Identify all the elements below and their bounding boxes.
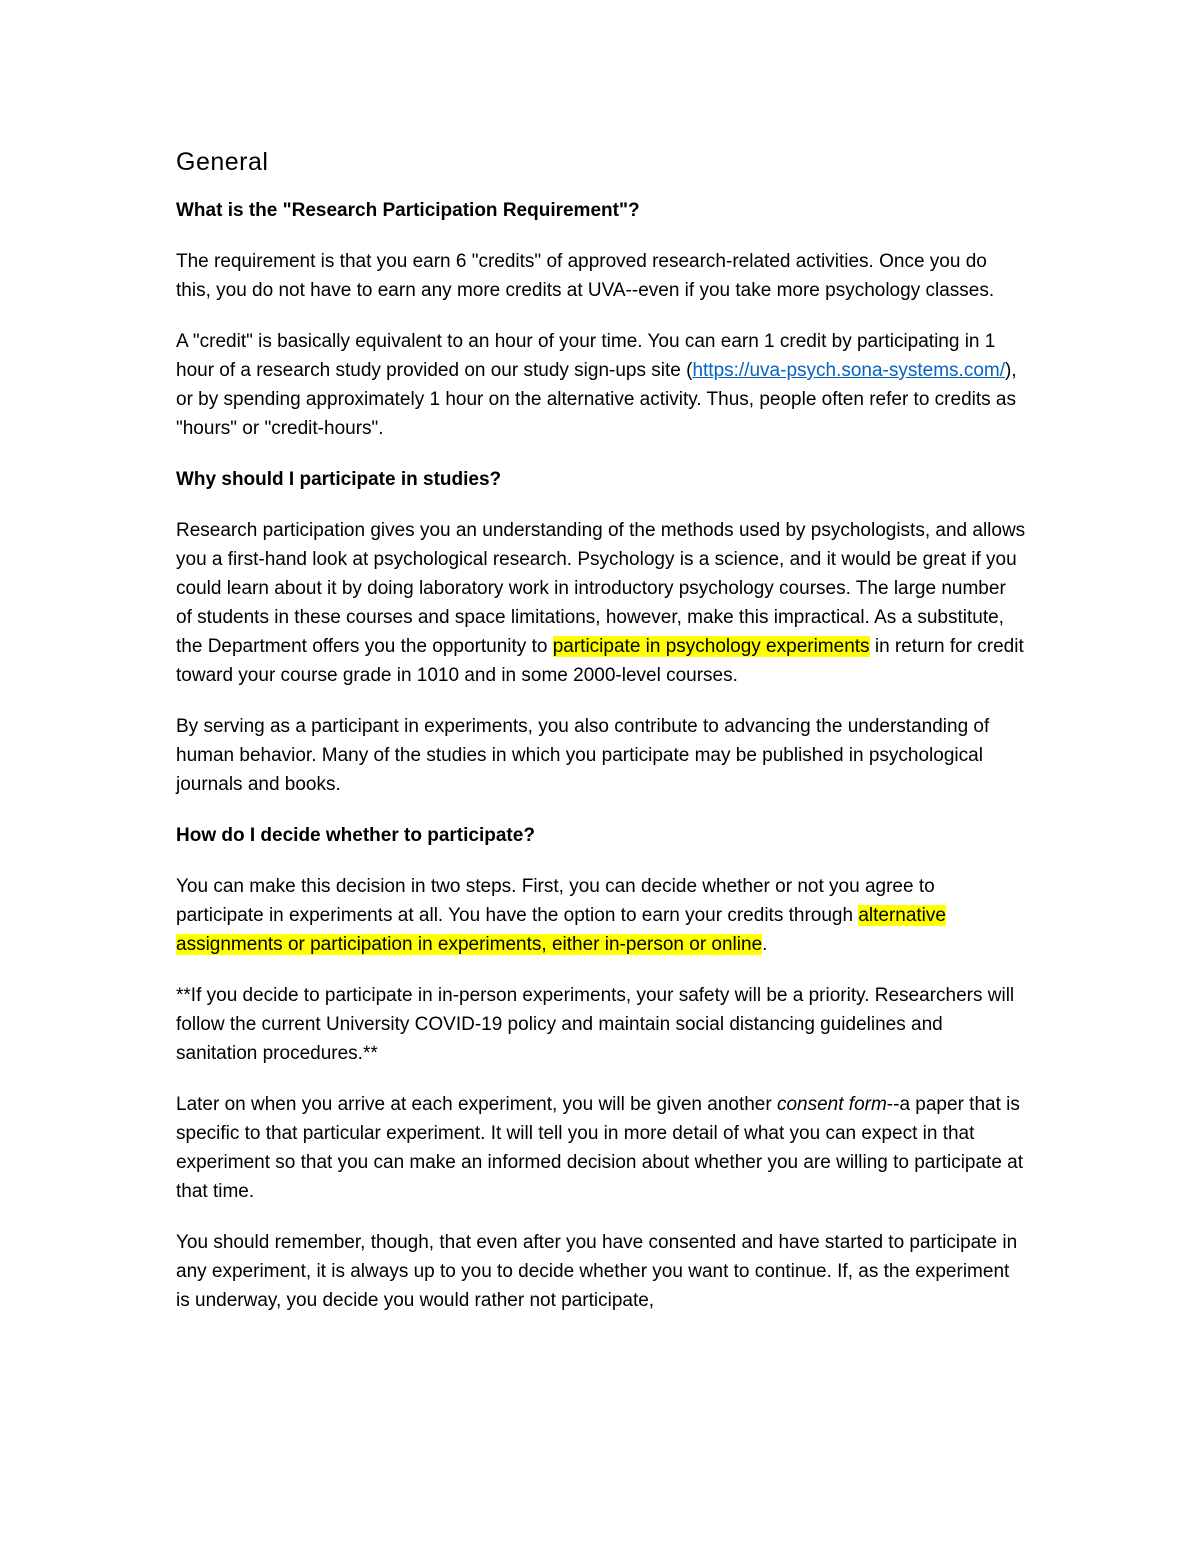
credit-text-end: ), or by spending approximately 1 hour on the alternative activity. Thus, people often refer to credits as "hours" or "credit-hours". (176, 360, 1017, 439)
highlight-alternative-assignments: alternative assignments or participation in experiments, either in-person or online (176, 905, 946, 955)
highlight-participate-experiments: participate in psychology experiments (552, 636, 870, 657)
why-text-start: Research participation gives you an understanding of the methods used by psychologists, and allows you a first-hand look at psychological research. Psychology is a science, and it would be great if you could learn about it by doing laboratory work in introductory psychology courses. The large number of students in these courses and space limitations, however, make this impractical. As a substitute, the Department offers you the opportunity to (176, 520, 1026, 657)
question-research-requirement: What is the "Research Participation Requirement"? (176, 200, 640, 221)
paragraph-withdrawal: You should remember, though, that even after you have consented and have started to participate in any experiment, it is always up to you to decide whether you want to continue. If, as the experiment is underway, you decide you would rather not participate, (176, 1232, 1018, 1311)
paragraph-contribution: By serving as a participant in experiments, you also contribute to advancing the understanding of human behavior. Many of the studies in which you participate may be published in psychological journals and books. (176, 716, 990, 795)
question-why-participate: Why should I participate in studies? (176, 469, 502, 490)
credit-text-start: A "credit" is basically equivalent to an hour of your time. You can earn 1 credit by participating in 1 hour of a research study provided on our study sign-ups site ( (176, 331, 996, 381)
paragraph-requirement: The requirement is that you earn 6 "credits" of approved research-related activities. Once you do this, you do not have to earn any more credits at UVA--even if you take more psychology classes. (176, 251, 995, 301)
document-body (176, 144, 1026, 1337)
decision-text-end: . (762, 934, 768, 955)
section-heading: General (176, 148, 269, 176)
consent-text-end: --a paper that is specific to that particular experiment. It will tell you in more detail of what you can expect in that experiment so that you can make an informed decision about whether you are willing to participate at that time. (176, 1094, 1024, 1202)
why-text-end: in return for credit toward your course grade in 1010 and in some 2000-level courses. (176, 636, 1024, 686)
paragraph-why-participate (176, 516, 1026, 690)
paragraph-credit-definition (176, 327, 1026, 443)
consent-form-term: consent form (776, 1094, 887, 1115)
paragraph-safety-notice: **If you decide to participate in in-person experiments, your safety will be a priority. Researchers will follow the current University COVID-19 policy and maintain social distancing guidelines and sanitation procedures.** (176, 985, 1015, 1064)
decision-text-start: You can make this decision in two steps. First, you can decide whether or not you agree to participate in experiments at all. You have the option to earn your credits through (176, 876, 935, 926)
consent-text-start: Later on when you arrive at each experiment, you will be given another (176, 1094, 777, 1115)
question-how-decide: How do I decide whether to participate? (176, 825, 535, 846)
paragraph-consent-form (176, 1090, 1026, 1206)
paragraph-decision-steps (176, 872, 1026, 959)
sona-systems-link[interactable]: https://uva-psych.sona-systems.com/ (692, 360, 1006, 381)
